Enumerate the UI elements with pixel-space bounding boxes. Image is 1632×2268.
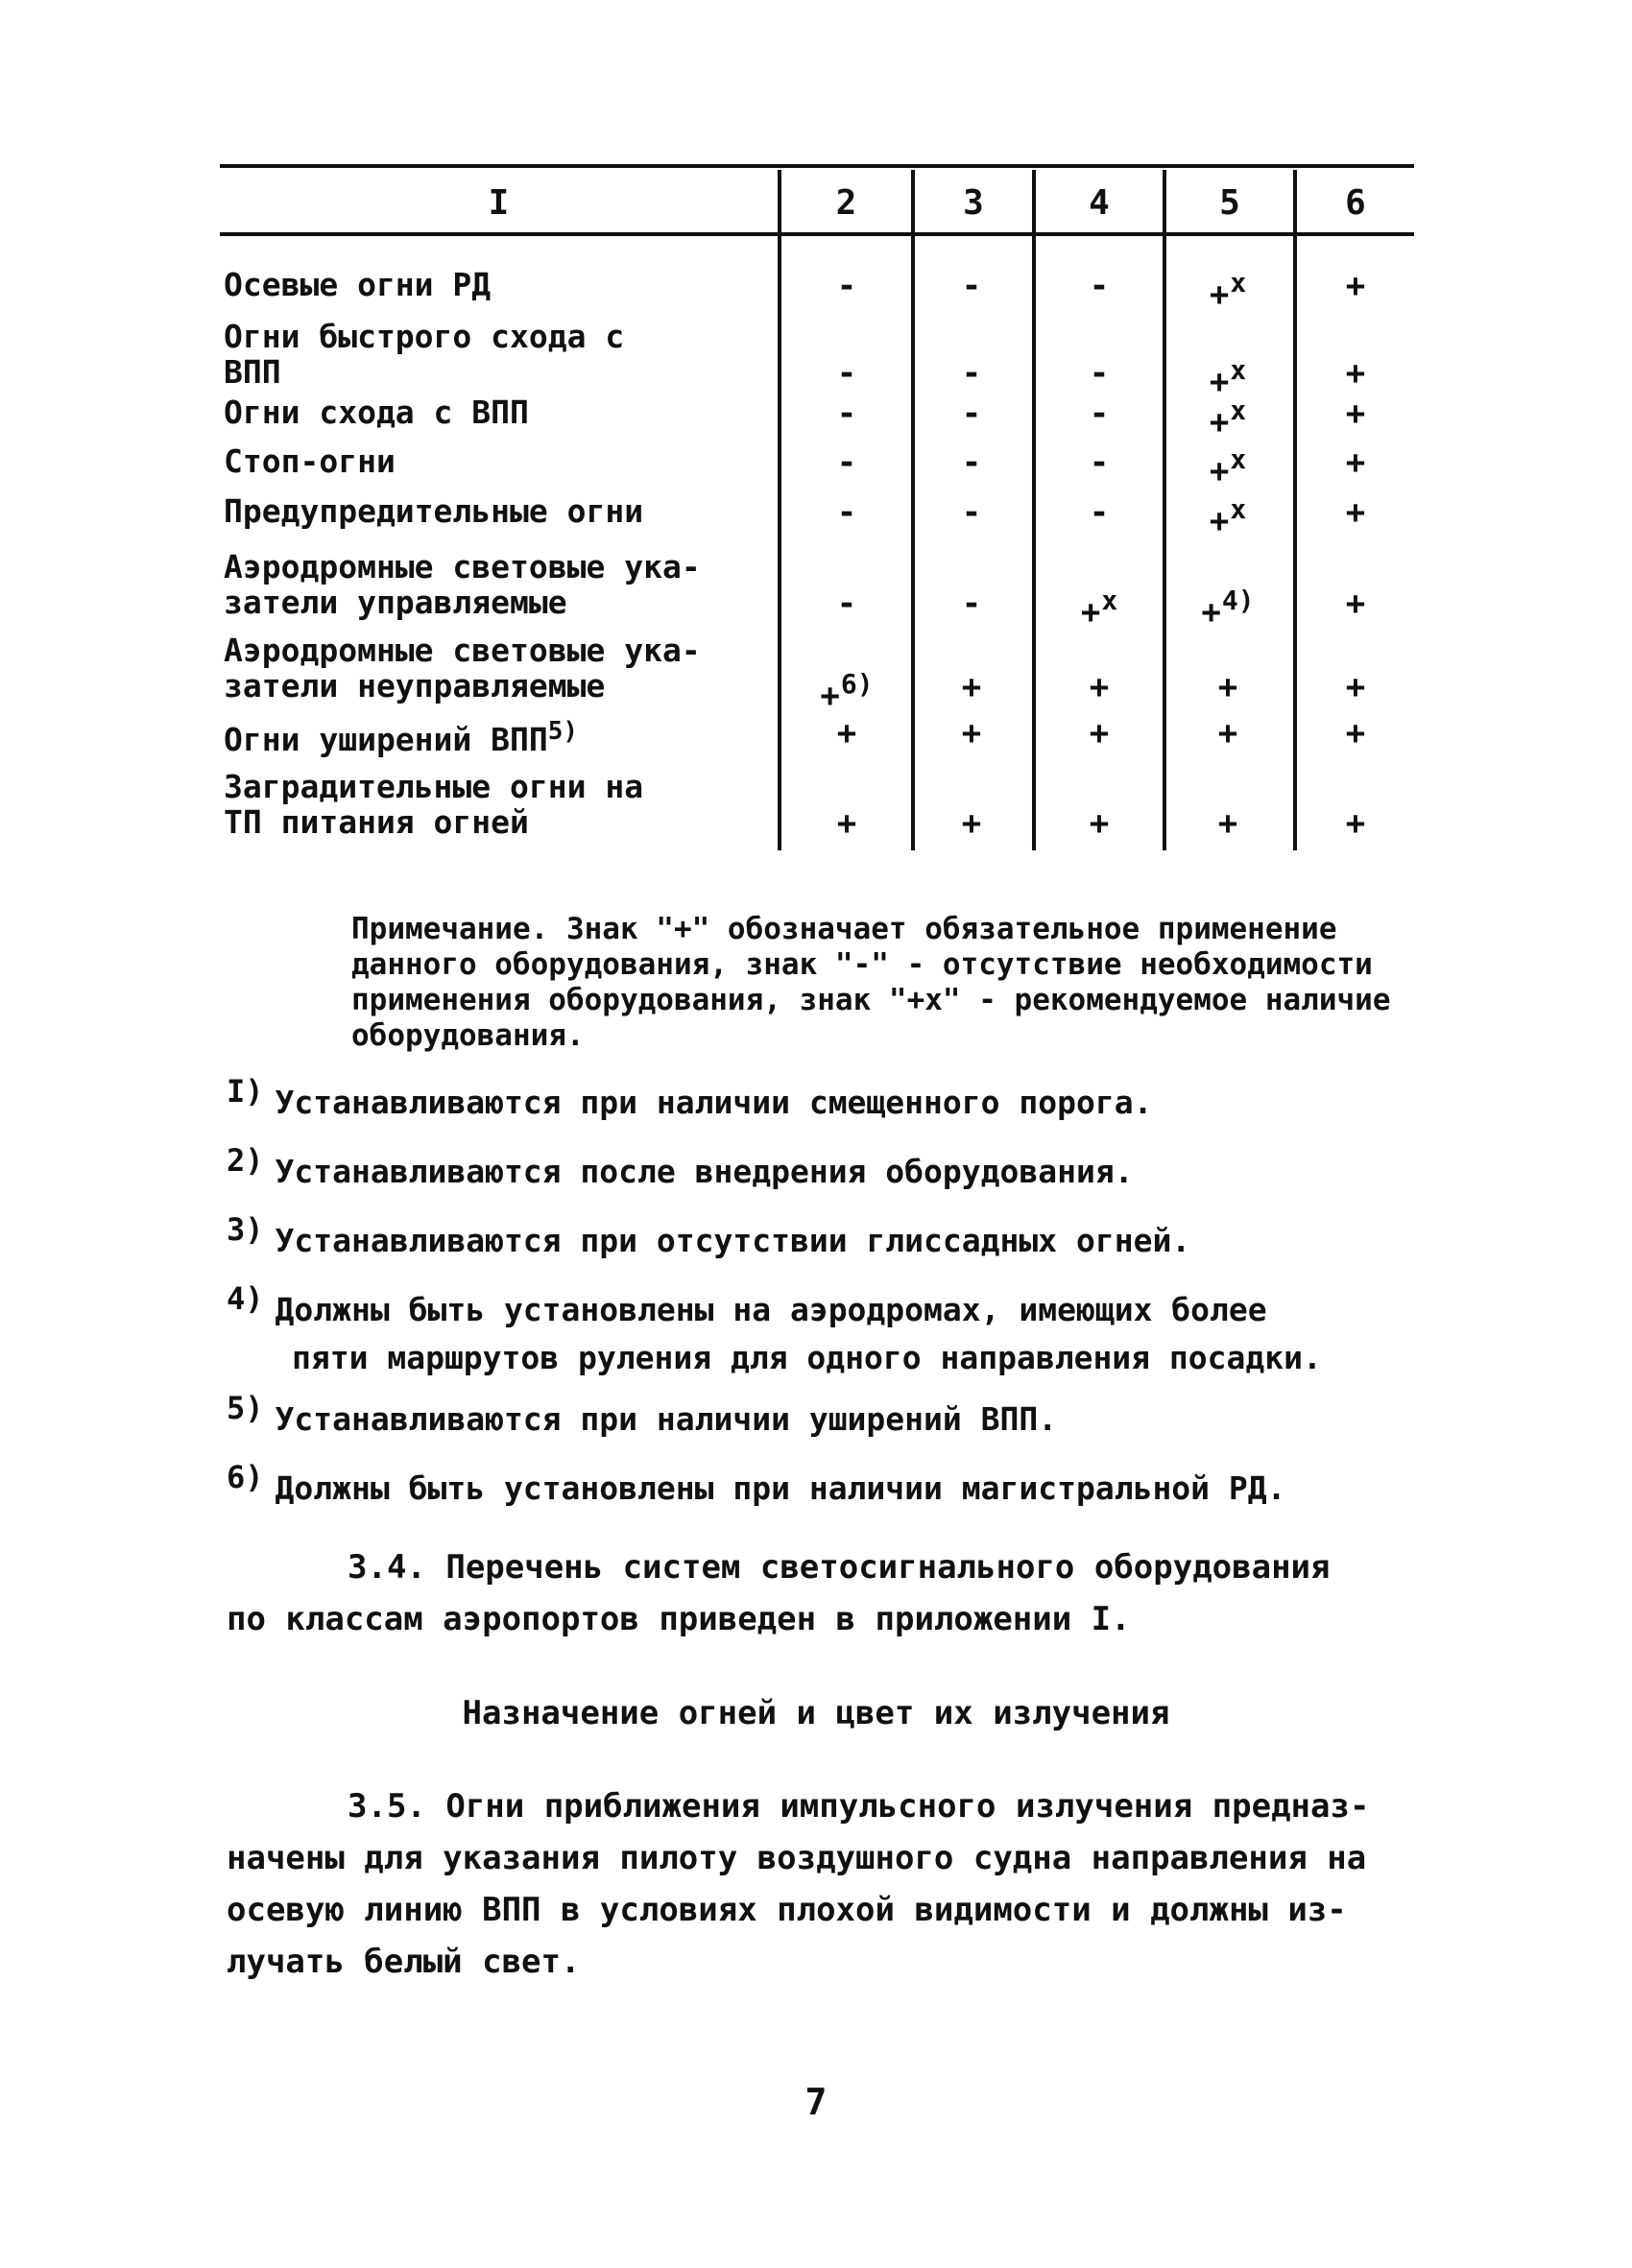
mark-symbol: + [1209,452,1230,490]
mark-symbol: - [961,493,982,532]
column-divider [778,170,781,850]
mark-superscript: x [1101,585,1118,616]
mark-symbol: - [961,443,982,482]
section-heading: Назначение огней и цвет их излучения [462,1694,1170,1732]
table-cell-mark [938,585,1005,623]
table-cell-mark [1194,267,1261,314]
footnote [227,1067,1427,1127]
mark-symbol: + [1089,668,1110,706]
mark-symbol: + [1217,804,1238,843]
table-cell-mark [1322,714,1389,752]
table-cell-mark [1322,443,1389,482]
table-cell-mark [1066,668,1133,706]
column-divider [911,170,915,850]
table-header-cell: 2 [835,182,857,223]
footnote-number: 3) [227,1211,264,1248]
table-cell-mark [938,443,1005,482]
table-cell-mark [1194,394,1261,442]
table-header-cell: 5 [1219,182,1240,223]
mark-symbol: - [961,394,982,433]
mark-symbol: + [1209,275,1230,314]
table-cell-mark [1066,354,1133,393]
mark-symbol: - [1089,354,1110,393]
table-cell-mark [1066,714,1133,752]
table-cell-mark [938,354,1005,393]
mark-symbol: - [1089,443,1110,482]
mark-symbol: + [1345,354,1366,393]
footnote [227,1136,1427,1196]
mark-symbol: + [1217,714,1238,752]
footnote-number: 6) [227,1459,264,1495]
table-header-cell: I [488,182,510,223]
mark-symbol: - [1089,493,1110,532]
paragraph-3-5 [227,1780,1417,1988]
table-header-rule [220,232,1414,236]
footnote [227,1206,1427,1265]
footnote-text: Должны быть установлены на аэродромах, имеющих более [275,1291,1267,1328]
mark-symbol: - [1089,267,1110,305]
table-cell-mark [1066,267,1133,305]
mark-symbol: - [836,267,857,305]
table-cell-mark [1194,714,1261,752]
mark-superscript: x [1230,493,1247,525]
mark-superscript: x [1230,267,1247,298]
mark-symbol: + [1345,585,1366,623]
footnote-number: 4) [227,1280,264,1317]
table-note: Примечание. Знак "+" обозначает обязательное применение данного оборудования, знак "-" - отсутствие необходимости применения оборудования, знак "+x" - рекомендуемое наличие оборудования. [351,912,1391,1053]
row-label: Огни уширений ВПП$^{5)}$ [224,717,579,758]
table-header-cell: 6 [1345,182,1366,223]
paragraph-line: осевую линию ВПП в условиях плохой видимости и должны из- [227,1891,1347,1929]
mark-superscript: x [1230,354,1247,386]
table-cell-mark [1322,585,1389,623]
table-top-rule [220,164,1414,168]
mark-symbol: + [1217,668,1238,706]
table-cell-mark [813,714,880,752]
footnote-number: 5) [227,1390,264,1426]
table-cell-mark [938,267,1005,305]
table-cell-mark [813,804,880,843]
table-cell-mark [1066,804,1133,843]
footnote-text: Должны быть установлены при наличии магистральной РД. [275,1469,1286,1507]
table-cell-mark [1194,443,1261,490]
mark-symbol: + [1345,668,1366,706]
footnote-text: Устанавливаются при наличии уширений ВПП. [275,1400,1058,1438]
row-label: Огни быстрого схода с ВПП [224,318,625,391]
mark-symbol: + [1345,493,1366,532]
table-cell-mark [1066,493,1133,532]
table-cell-mark [1194,668,1261,706]
row-label: Аэродромные световые ука- затели управляемые [224,548,701,621]
footnote-continuation: пяти маршрутов руления для одного направления посадки. [292,1339,1322,1376]
paragraph-line: 3.4. Перечень систем светосигнального оборудования [348,1548,1331,1587]
row-label: Аэродромные световые ука- затели неуправляемые [224,632,701,704]
mark-symbol: + [1080,593,1101,632]
table-cell-mark [1322,804,1389,843]
mark-symbol: + [1209,502,1230,540]
row-label-footnote-ref: 5) [547,717,579,746]
footnote [227,1453,1427,1513]
table-cell-mark [938,714,1005,752]
mark-symbol: + [820,677,840,715]
table-cell-mark [813,493,880,532]
mark-symbol: + [1345,267,1366,305]
mark-superscript: x [1230,443,1247,475]
mark-symbol: + [961,668,982,706]
footnote [227,1384,1427,1444]
mark-superscript: 6) [840,668,874,700]
mark-symbol: + [1345,394,1366,433]
table-cell-mark [938,493,1005,532]
table-header-cell: 3 [963,182,984,223]
table-cell-mark [938,394,1005,433]
mark-symbol: + [1089,714,1110,752]
table-cell-mark [813,267,880,305]
mark-symbol: + [961,804,982,843]
row-label: Огни схода с ВПП [224,394,529,431]
column-divider [1163,170,1166,850]
row-label: Заградительные огни на ТП питания огней [224,768,644,841]
table-cell-mark [1066,585,1133,632]
mark-superscript: 4) [1221,585,1255,616]
mark-symbol: - [961,354,982,393]
table-cell-mark [938,668,1005,706]
table-cell-mark [813,443,880,482]
mark-symbol: - [1089,394,1110,433]
table-cell-mark [1322,354,1389,393]
mark-symbol: + [1089,804,1110,843]
table-cell-mark [1066,443,1133,482]
footnote-text: Устанавливаются при отсутствии глиссадных огней. [275,1222,1191,1259]
table-cell-mark [1066,394,1133,433]
mark-symbol: + [1345,714,1366,752]
footnote-text: Устанавливаются при наличии смещенного порога. [275,1084,1153,1121]
mark-symbol: - [836,394,857,433]
table-cell-mark [813,394,880,433]
mark-symbol: + [1345,443,1366,482]
table-cell-mark [1194,585,1261,632]
mark-symbol: - [961,267,982,305]
paragraph-line: начены для указания пилоту воздушного судна направления на [227,1839,1367,1877]
table-cell-mark [813,668,880,715]
table-cell-mark [1194,804,1261,843]
page-number: 7 [804,2081,828,2123]
paragraph-line: 3.5. Огни приближения импульсного излучения предназ- [348,1787,1370,1826]
table-cell-mark [938,804,1005,843]
mark-symbol: + [836,804,857,843]
mark-symbol: + [1201,593,1221,632]
table-cell-mark [1194,493,1261,540]
table-cell-mark [1322,668,1389,706]
footnote-text: Устанавливаются после внедрения оборудования. [275,1153,1134,1190]
footnote-number: 2) [227,1142,264,1179]
mark-symbol: - [961,585,982,623]
table-cell-mark [1322,493,1389,532]
paragraph-line: по классам аэропортов приведен в приложении I. [227,1600,1131,1638]
mark-symbol: + [836,714,857,752]
row-label: Предупредительные огни [224,492,644,530]
table-cell-mark [1322,394,1389,433]
column-divider [1293,170,1297,850]
column-divider [1032,170,1036,850]
mark-superscript: x [1230,394,1247,426]
footnote-number: I) [227,1073,264,1110]
table-cell-mark [1322,267,1389,305]
footnote [227,1275,1427,1382]
mark-symbol: + [1345,804,1366,843]
row-label: Осевые огни РД [224,266,492,303]
mark-symbol: - [836,493,857,532]
paragraph-line: лучать белый свет. [227,1943,581,1981]
mark-symbol: + [1209,403,1230,442]
mark-symbol: - [836,443,857,482]
table-cell-mark [813,354,880,393]
mark-symbol: - [836,585,857,623]
table-cell-mark [813,585,880,623]
table-header-cell: 4 [1089,182,1110,223]
mark-symbol: + [961,714,982,752]
mark-symbol: - [836,354,857,393]
row-label: Стоп-огни [224,442,396,480]
mark-symbol: + [1209,363,1230,401]
paragraph-3-4 [227,1541,1417,1645]
